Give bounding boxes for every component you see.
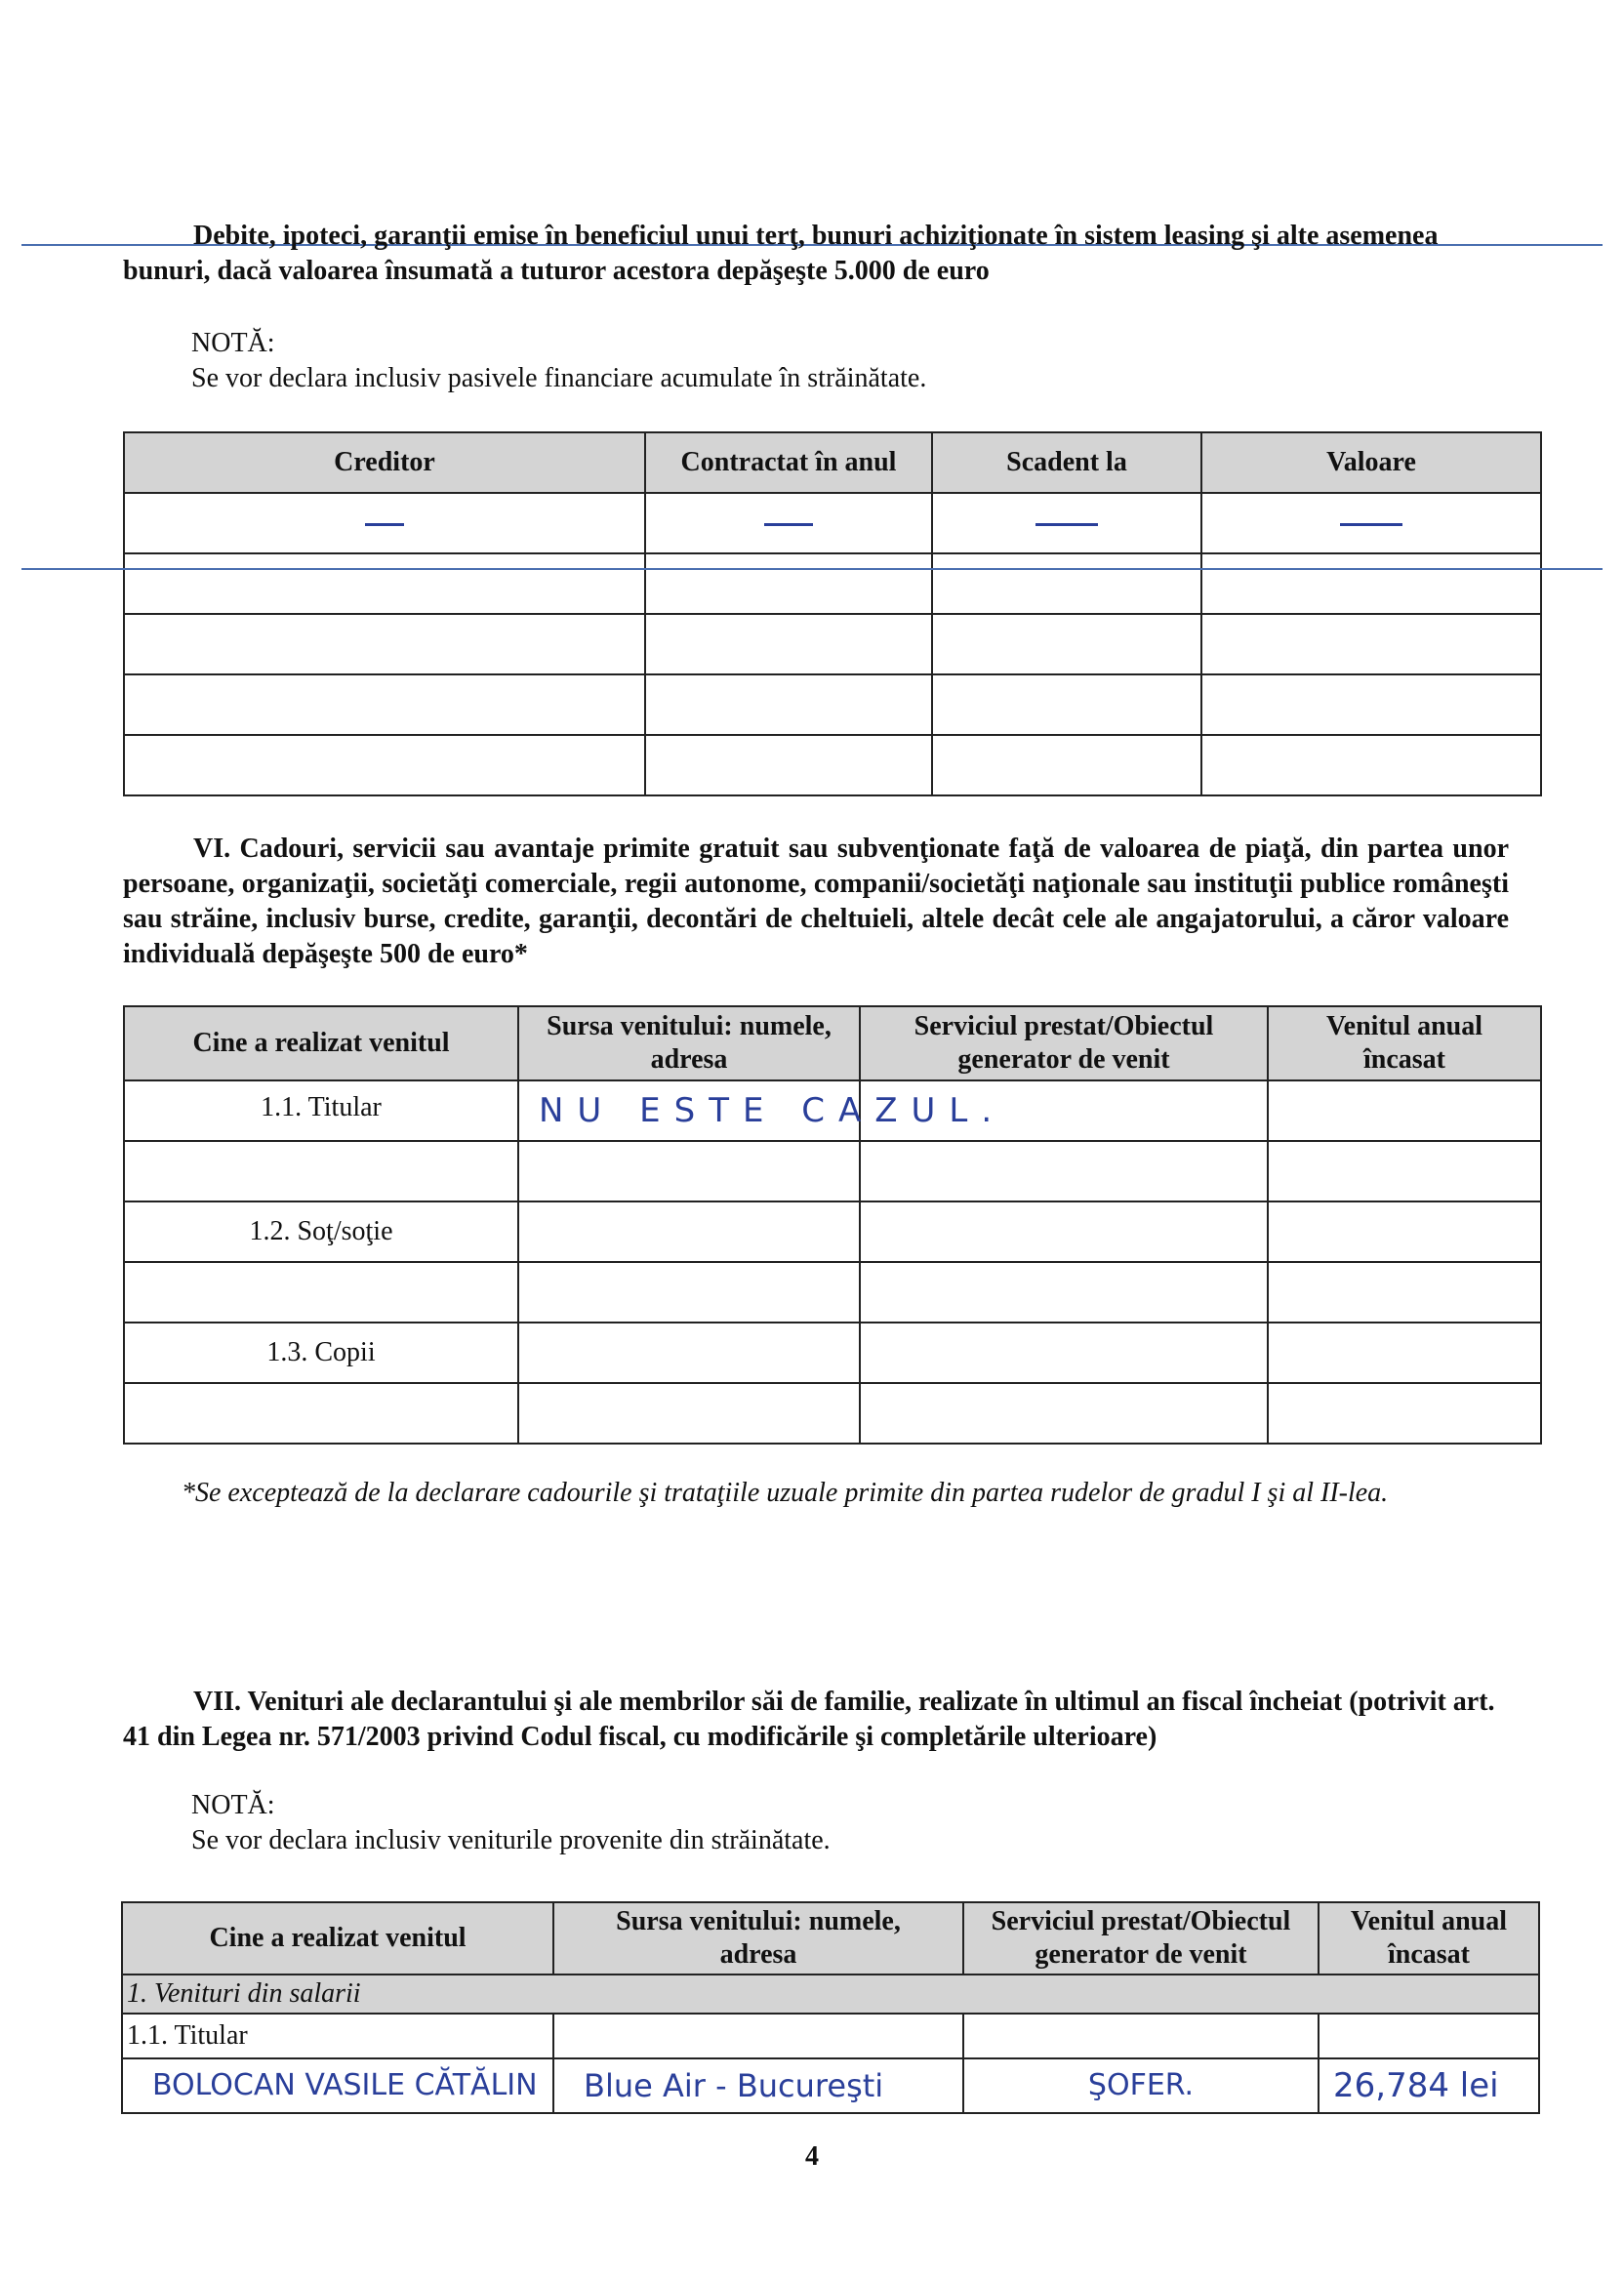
col-header-valoare: Valoare	[1201, 432, 1541, 493]
handwritten-entry: NU ESTE CAZUL.	[518, 1080, 860, 1141]
table-row	[124, 1323, 1541, 1383]
scan-line-middle	[21, 568, 1603, 570]
handwritten-dash	[932, 493, 1201, 553]
table-row	[124, 1201, 1541, 1262]
handwritten-dash	[645, 493, 932, 553]
section-vi-footnote: *Se exceptează de la declarare cadourile şi trataţiile uzuale primite din partea rudelor de gradul I şi al II-lea.	[182, 1478, 1389, 1508]
col-header-serviciul: Serviciul prestat/Obiectul generator de venit	[860, 1006, 1268, 1080]
table-row	[124, 614, 1541, 674]
col-header-venitul: Venitul anual încasat	[1268, 1006, 1541, 1080]
page-number: 4	[805, 2141, 819, 2172]
row-label: 1.1. Titular	[122, 2014, 553, 2058]
col-header-serviciul: Serviciul prestat/Obiectul generator de venit	[963, 1902, 1319, 1975]
section-vii-note-label: NOTĂ:	[191, 1790, 275, 1820]
table-row	[124, 493, 1541, 553]
income-service: ŞOFER.	[963, 2058, 1319, 2113]
col-header-cine: Cine a realizat venitul	[124, 1006, 518, 1080]
section-vii-table	[121, 1901, 1540, 2114]
table-row	[122, 2058, 1539, 2113]
col-header-scadent: Scadent la	[932, 432, 1201, 493]
section-vi-table	[123, 1005, 1542, 1445]
col-header-sursa: Sursa venitului: numele, adresa	[553, 1902, 963, 1975]
table-row	[124, 735, 1541, 795]
section-v-note-label: NOTĂ:	[191, 328, 275, 358]
table-row	[124, 1141, 1541, 1201]
row-label: 1.2. Soţ/soţie	[124, 1201, 518, 1262]
col-header-cine: Cine a realizat venitul	[122, 1902, 553, 1975]
col-header-contractat: Contractat în anul	[645, 432, 932, 493]
category-row: 1. Venituri din salarii	[122, 1975, 1539, 2014]
handwritten-dash	[1201, 493, 1541, 553]
table-row	[124, 1080, 1541, 1141]
income-source: Blue Air - Bucureşti	[553, 2058, 963, 2113]
col-header-sursa: Sursa venitului: numele, adresa	[518, 1006, 860, 1080]
row-label: 1.1. Titular	[124, 1080, 518, 1141]
section-v-note-text: Se vor declara inclusiv pasivele financiare acumulate în străinătate.	[191, 363, 927, 393]
row-label: 1.3. Copii	[124, 1323, 518, 1383]
section-v-table	[123, 431, 1542, 796]
handwritten-dash	[124, 493, 645, 553]
income-amount: 26,784 lei	[1319, 2058, 1539, 2113]
table-row	[124, 1262, 1541, 1323]
col-header-venitul: Venitul anual încasat	[1319, 1902, 1539, 1975]
section-v-title: Debite, ipoteci, garanţii emise în beneficiul unui terţ, bunuri achiziţionate în sistem leasing şi alte asemenea bunuri, dacă valoarea însumată a tuturor acestora depăşeşte 5.000 de euro	[123, 221, 1439, 286]
section-vi-title: VI. Cadouri, servicii sau avantaje primite gratuit sau subvenţionate faţă de valoarea de piaţă, din partea unor persoane, organizaţii, societăţi comerciale, regii autonome, companii/societăţi naţionale sau instituţii publice româneşti sau străine, inclusiv burse, credite, garanţii, decontări de cheltuieli, altele decât cele ale angajatorului, a căror valoare individuală depăşeşte 500 de euro*	[123, 834, 1509, 969]
section-vii-note-text: Se vor declara inclusiv veniturile provenite din străinătate.	[191, 1825, 831, 1855]
section-vii-title: VII. Venituri ale declarantului şi ale membrilor săi de familie, realizate în ultimul an fiscal încheiat (potrivit art. 41 din Legea nr. 571/2003 privind Codul fiscal, cu modificările şi completările ulterioare)	[123, 1687, 1495, 1752]
table-row	[124, 1383, 1541, 1444]
table-row	[124, 553, 1541, 614]
income-holder-name: BOLOCAN VASILE CĂTĂLIN	[122, 2058, 553, 2113]
table-row	[124, 674, 1541, 735]
col-header-creditor: Creditor	[124, 432, 645, 493]
